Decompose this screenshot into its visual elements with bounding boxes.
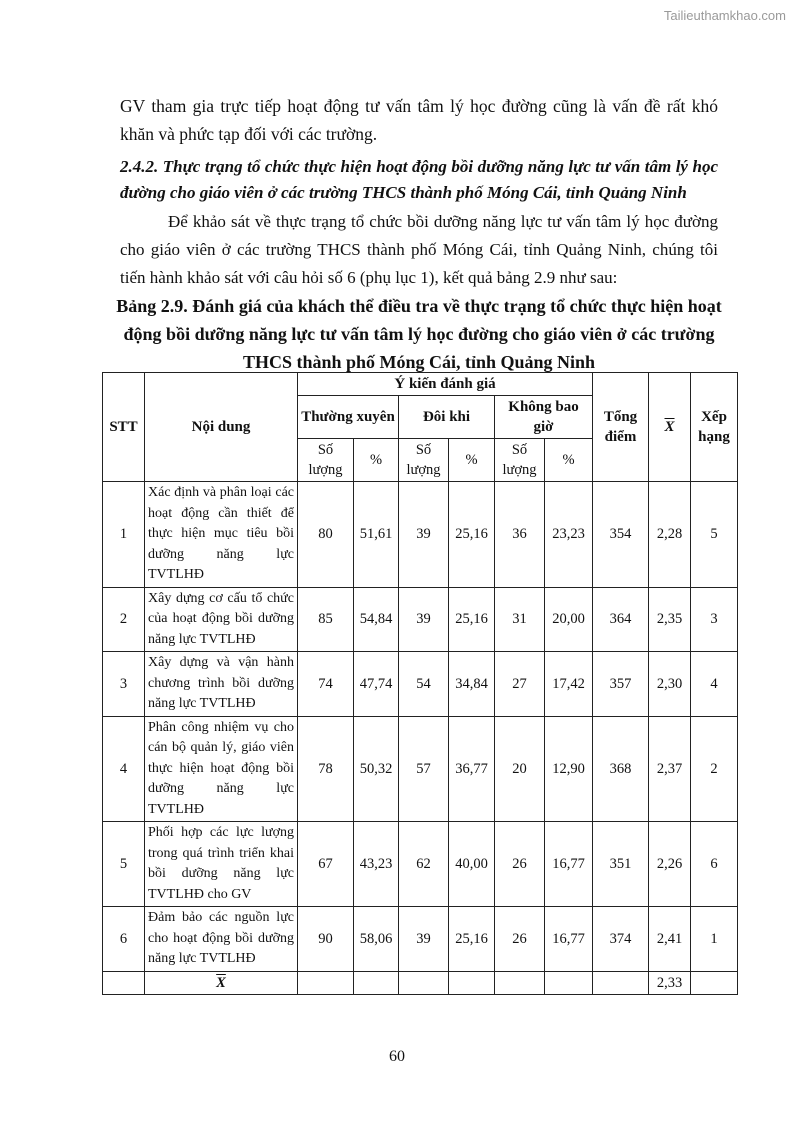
cell-content: Xác định và phân loại các hoạt động cần thiết để thực hiện mục tiêu bồi dưỡng năng lực TVTLHĐ xyxy=(145,482,298,588)
cell-rank: 5 xyxy=(691,482,738,588)
cell-sometimes-percent: 25,16 xyxy=(449,907,495,972)
cell-never-count: 36 xyxy=(495,482,545,588)
mean-symbol: $\overline{X}$ xyxy=(664,419,675,435)
cell-never-percent: 23,23 xyxy=(545,482,593,588)
header-mean xyxy=(649,373,691,482)
cell-rank: 1 xyxy=(691,907,738,972)
cell-stt: 2 xyxy=(103,587,145,652)
cell-sometimes-count: 39 xyxy=(399,907,449,972)
watermark: Tailieuthamkhao.com xyxy=(663,8,786,23)
page-body xyxy=(116,92,722,376)
cell-empty xyxy=(495,971,545,994)
cell-total: 374 xyxy=(593,907,649,972)
cell-mean: 2,26 xyxy=(649,822,691,907)
cell-total: 368 xyxy=(593,716,649,822)
cell-never-count: 31 xyxy=(495,587,545,652)
cell-sometimes-count: 54 xyxy=(399,652,449,717)
cell-often-count: 90 xyxy=(298,907,354,972)
table-row xyxy=(103,822,738,907)
cell-empty xyxy=(545,971,593,994)
cell-empty xyxy=(354,971,399,994)
header-percent: % xyxy=(449,439,495,482)
cell-stt: 6 xyxy=(103,907,145,972)
cell-often-percent: 50,32 xyxy=(354,716,399,822)
cell-sometimes-percent: 36,77 xyxy=(449,716,495,822)
cell-never-percent: 16,77 xyxy=(545,907,593,972)
cell-rank: 3 xyxy=(691,587,738,652)
cell-never-count: 26 xyxy=(495,822,545,907)
header-often: Thường xuyên xyxy=(298,396,399,439)
cell-never-percent: 17,42 xyxy=(545,652,593,717)
cell-stt: 3 xyxy=(103,652,145,717)
cell-stt: 4 xyxy=(103,716,145,822)
cell-mean: 2,37 xyxy=(649,716,691,822)
header-opinion: Ý kiến đánh giá xyxy=(298,373,593,396)
cell-total: 354 xyxy=(593,482,649,588)
footer-mean-value: 2,33 xyxy=(649,971,691,994)
cell-sometimes-percent: 25,16 xyxy=(449,587,495,652)
cell-often-count: 67 xyxy=(298,822,354,907)
cell-often-count: 74 xyxy=(298,652,354,717)
footer-mean-label xyxy=(145,971,298,994)
cell-rank: 2 xyxy=(691,716,738,822)
cell-sometimes-count: 57 xyxy=(399,716,449,822)
table-row xyxy=(103,587,738,652)
table-footer-row xyxy=(103,971,738,994)
cell-stt: 5 xyxy=(103,822,145,907)
header-percent: % xyxy=(354,439,399,482)
page-number: 60 xyxy=(389,1048,405,1065)
section-heading: 2.4.2. Thực trạng tổ chức thực hiện hoạt động bồi dưỡng năng lực tư vấn tâm lý học đường cho giáo viên ở các trường THCS thành phố Móng Cái, tỉnh Quảng Ninh xyxy=(120,157,718,202)
cell-rank: 6 xyxy=(691,822,738,907)
cell-content: Xây dựng và vận hành chương trình bồi dưỡng năng lực TVTLHĐ xyxy=(145,652,298,717)
cell-empty xyxy=(103,971,145,994)
table-row xyxy=(103,907,738,972)
cell-often-count: 78 xyxy=(298,716,354,822)
table-caption: Bảng 2.9. Đánh giá của khách thể điều tra về thực trạng tổ chức thực hiện hoạt động bồi dưỡng năng lực tư vấn tâm lý học đường cho giáo viên ở các trường THCS thành phố Móng Cái, tỉnh Quảng Ninh xyxy=(116,296,722,372)
cell-empty xyxy=(449,971,495,994)
cell-content: Xây dựng cơ cấu tổ chức của hoạt động bồi dưỡng năng lực TVTLHĐ xyxy=(145,587,298,652)
cell-mean: 2,30 xyxy=(649,652,691,717)
cell-often-percent: 51,61 xyxy=(354,482,399,588)
cell-sometimes-count: 39 xyxy=(399,587,449,652)
cell-content: Phối hợp các lực lượng trong quá trình triển khai bồi dưỡng năng lực TVTLHĐ cho GV xyxy=(145,822,298,907)
cell-total: 351 xyxy=(593,822,649,907)
cell-often-percent: 54,84 xyxy=(354,587,399,652)
cell-sometimes-percent: 40,00 xyxy=(449,822,495,907)
header-content: Nội dung xyxy=(145,373,298,482)
table-row xyxy=(103,652,738,717)
cell-often-count: 80 xyxy=(298,482,354,588)
cell-content: Phân công nhiệm vụ cho cán bộ quản lý, giáo viên thực hiện hoạt động bồi dưỡng năng lực TVTLHĐ xyxy=(145,716,298,822)
cell-sometimes-count: 62 xyxy=(399,822,449,907)
cell-mean: 2,41 xyxy=(649,907,691,972)
cell-sometimes-percent: 34,84 xyxy=(449,652,495,717)
paragraph-survey: Để khảo sát về thực trạng tổ chức bồi dưỡng năng lực tư vấn tâm lý học đường cho giáo viên ở các trường THCS thành phố Móng Cái, tỉnh Quảng Ninh, chúng tôi tiến hành khảo sát với câu hỏi số 6 (phụ lục 1), kết quả bảng 2.9 như sau: xyxy=(120,212,718,287)
header-never: Không bao giờ xyxy=(495,396,593,439)
cell-total: 357 xyxy=(593,652,649,717)
cell-empty xyxy=(691,971,738,994)
cell-rank: 4 xyxy=(691,652,738,717)
header-sometimes: Đôi khi xyxy=(399,396,495,439)
table-row xyxy=(103,716,738,822)
cell-often-percent: 58,06 xyxy=(354,907,399,972)
cell-often-percent: 43,23 xyxy=(354,822,399,907)
paragraph-intro: GV tham gia trực tiếp hoạt động tư vấn tâm lý học đường cũng là vấn đề rất khó khăn và phức tạp đối với các trường. xyxy=(120,96,718,144)
cell-never-percent: 12,90 xyxy=(545,716,593,822)
cell-never-percent: 20,00 xyxy=(545,587,593,652)
table-row xyxy=(103,482,738,588)
cell-empty xyxy=(399,971,449,994)
cell-sometimes-count: 39 xyxy=(399,482,449,588)
cell-content: Đảm bảo các nguồn lực cho hoạt động bồi dưỡng năng lực TVTLHĐ xyxy=(145,907,298,972)
cell-empty xyxy=(593,971,649,994)
header-rank: Xếp hạng xyxy=(691,373,738,482)
cell-often-percent: 47,74 xyxy=(354,652,399,717)
header-count: Số lượng xyxy=(495,439,545,482)
cell-empty xyxy=(298,971,354,994)
header-count: Số lượng xyxy=(399,439,449,482)
cell-sometimes-percent: 25,16 xyxy=(449,482,495,588)
cell-total: 364 xyxy=(593,587,649,652)
header-stt: STT xyxy=(103,373,145,482)
header-count: Số lượng xyxy=(298,439,354,482)
header-percent: % xyxy=(545,439,593,482)
mean-symbol: $\overline{X}$ xyxy=(216,974,226,991)
cell-never-count: 20 xyxy=(495,716,545,822)
cell-mean: 2,35 xyxy=(649,587,691,652)
cell-never-percent: 16,77 xyxy=(545,822,593,907)
cell-never-count: 26 xyxy=(495,907,545,972)
survey-table xyxy=(102,372,738,995)
header-total: Tổng điểm xyxy=(593,373,649,482)
cell-never-count: 27 xyxy=(495,652,545,717)
cell-stt: 1 xyxy=(103,482,145,588)
cell-often-count: 85 xyxy=(298,587,354,652)
cell-mean: 2,28 xyxy=(649,482,691,588)
